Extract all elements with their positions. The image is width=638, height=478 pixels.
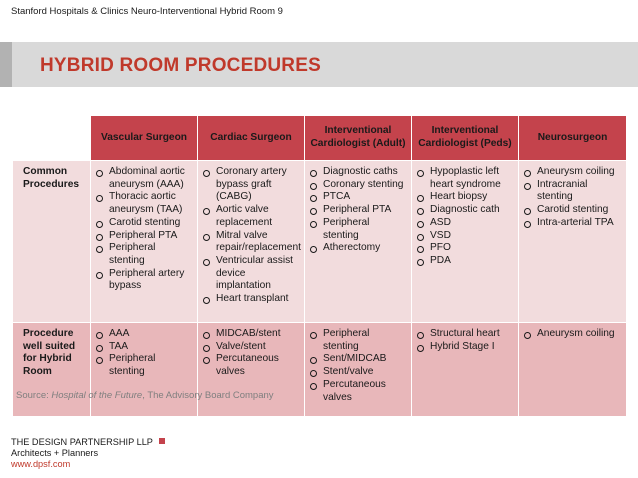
list-item: Stent/valve [309,366,407,379]
table-cell [91,323,198,417]
table-cell [305,323,412,417]
row-header: Common Procedures [13,161,91,323]
list-item: Heart transplant [202,293,300,306]
procedure-list [95,328,193,379]
table-cell [412,323,519,417]
list-item: Peripheral stenting [95,353,193,378]
column-header: Interventional Cardiologist (Adult) [305,116,412,161]
list-item: Diagnostic cath [416,204,514,217]
list-item: Peripheral artery bypass [95,268,193,293]
footer-url[interactable]: www.dpsf.com [11,459,71,469]
list-item: PDA [416,255,514,268]
procedure-list [416,166,514,268]
list-item: Peripheral stenting [309,328,407,353]
procedure-list [523,328,622,341]
procedure-list [309,328,407,404]
list-item: Carotid stenting [95,217,193,230]
column-header: Cardiac Surgeon [198,116,305,161]
list-item: AAA [95,328,193,341]
list-item: Hypoplastic left heart syndrome [416,166,514,191]
list-item: Thoracic aortic aneurysm (TAA) [95,191,193,216]
list-item: Aneurysm coiling [523,328,622,341]
list-item: Ventricular assist device implantation [202,255,300,293]
list-item: Diagnostic caths [309,166,407,179]
list-item: Peripheral PTA [95,230,193,243]
list-item: Coronary artery bypass graft (CABG) [202,166,300,204]
list-item: Intracranial stenting [523,179,622,204]
column-header: Interventional Cardiologist (Peds) [412,116,519,161]
table-cell [305,161,412,323]
list-item: Hybrid Stage I [416,341,514,354]
footer-company-line [11,437,165,448]
list-item: Atherectomy [309,242,407,255]
source-title: Hospital of the Future [51,390,143,401]
list-item: ASD [416,217,514,230]
list-item: Abdominal aortic aneurysm (AAA) [95,166,193,191]
table-row [13,323,627,417]
footer [11,437,165,470]
list-item: Coronary stenting [309,179,407,192]
row-header: Procedure well suited for Hybrid Room [13,323,91,417]
footer-company: THE DESIGN PARTNERSHIP LLP [11,437,153,447]
list-item: Mitral valve repair/replacement [202,230,300,255]
procedure-list [95,166,193,293]
procedure-list [309,166,407,255]
table-cell [91,161,198,323]
list-item: VSD [416,230,514,243]
list-item: PTCA [309,191,407,204]
list-item: PFO [416,242,514,255]
table-cell [198,161,305,323]
list-item: Aneurysm coiling [523,166,622,179]
source-note [16,390,274,401]
table-cell [519,323,627,417]
table-cell [519,161,627,323]
procedure-list [523,166,622,230]
footer-tagline: Architects + Planners [11,448,99,458]
source-suffix: , The Advisory Board Company [142,390,274,401]
list-item: Percutaneous valves [309,379,407,404]
list-item: Peripheral stenting [309,217,407,242]
list-item: Aortic valve replacement [202,204,300,229]
page-title: HYBRID ROOM PROCEDURES [40,55,321,76]
list-item: TAA [95,341,193,354]
procedures-table [12,115,627,417]
table-row [13,161,627,323]
list-item: Peripheral PTA [309,204,407,217]
header-line: Stanford Hospitals & Clinics Neuro-Interventional Hybrid Room 9 [11,6,283,17]
title-band-accent [0,42,12,87]
source-prefix: Source: [16,390,52,401]
corner-cell [13,116,91,161]
list-item: Intra-arterial TPA [523,217,622,230]
list-item: Sent/MIDCAB [309,353,407,366]
procedure-list [202,328,300,379]
table-cell [198,323,305,417]
list-item: Percutaneous valves [202,353,300,378]
square-bullet-icon [159,438,165,444]
list-item: Structural heart [416,328,514,341]
table-header-row [13,116,627,161]
list-item: Heart biopsy [416,191,514,204]
column-header: Vascular Surgeon [91,116,198,161]
list-item: Valve/stent [202,341,300,354]
list-item: Carotid stenting [523,204,622,217]
procedure-list [202,166,300,306]
table-cell [412,161,519,323]
list-item: MIDCAB/stent [202,328,300,341]
procedure-list [416,328,514,353]
column-header: Neurosurgeon [519,116,627,161]
list-item: Peripheral stenting [95,242,193,267]
